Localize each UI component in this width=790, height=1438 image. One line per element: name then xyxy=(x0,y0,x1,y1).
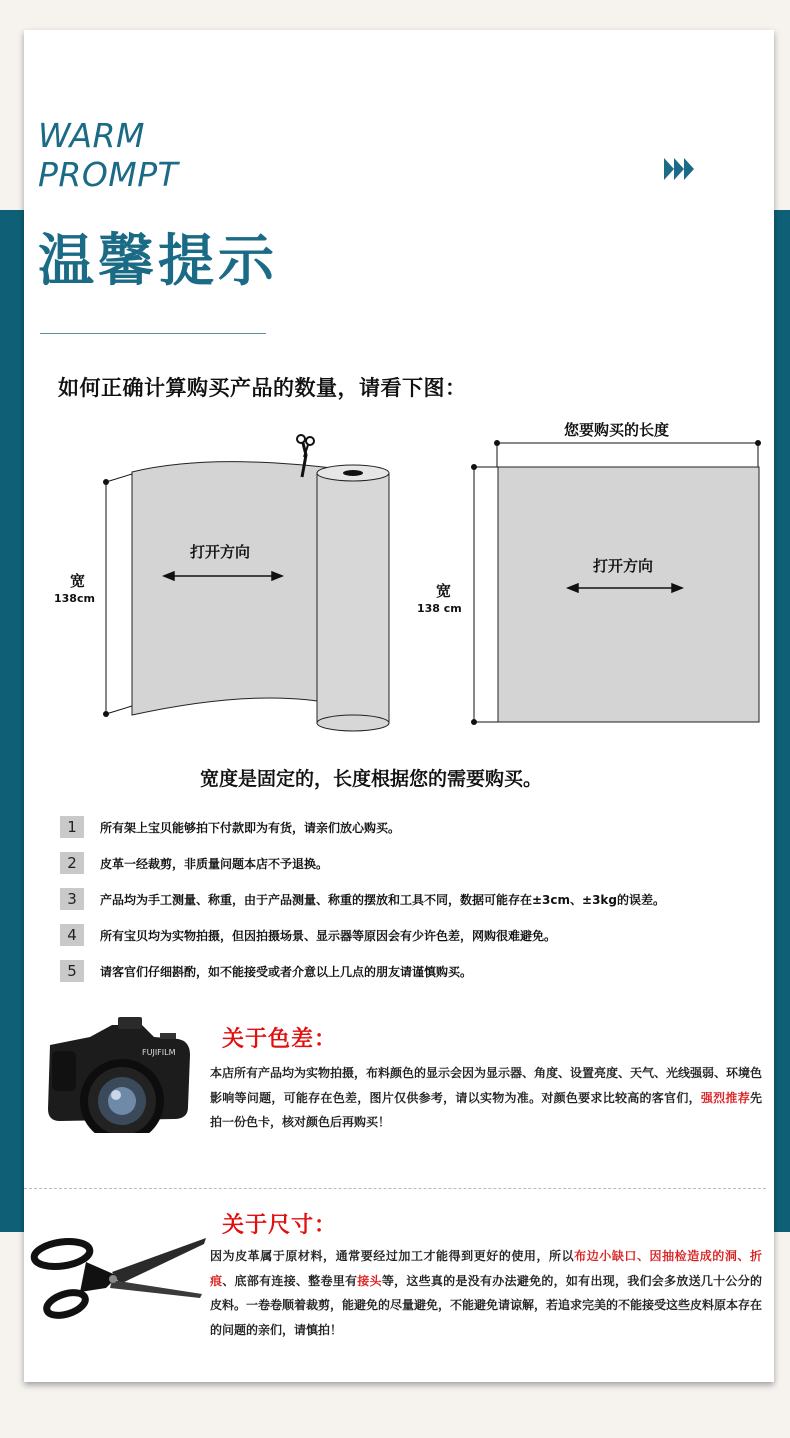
rule-number: 4 xyxy=(60,924,84,946)
measurement-diagram xyxy=(40,421,770,745)
right-width-value: 138 cm xyxy=(417,602,462,615)
rules-list xyxy=(60,816,760,996)
joint-text: 接头 xyxy=(357,1273,382,1288)
rule-text: 所有宝贝均为实物拍摄，但因拍摄场景、显示器等原因会有少许色差，网购很难避免。 xyxy=(100,929,557,943)
rule-number: 1 xyxy=(60,816,84,838)
size-text: 因为皮革属于原材料，通常要经过加工才能得到更好的使用，所以 xyxy=(210,1249,575,1263)
scissors-icon xyxy=(20,1228,210,1324)
color-diff-title: 关于色差： xyxy=(222,1027,338,1052)
list-item xyxy=(60,816,760,852)
color-diff-paragraph xyxy=(210,1061,762,1135)
size-text-mid: 、底部有连接、整卷里有 xyxy=(222,1273,358,1288)
strong-recommend-text: 强烈推荐 xyxy=(700,1090,750,1105)
leather-roll xyxy=(317,465,389,731)
right-width-dimension xyxy=(474,467,498,722)
warm-prompt-heading xyxy=(38,116,178,194)
left-width-value: 138cm xyxy=(54,592,95,605)
rule-number: 5 xyxy=(60,960,84,982)
size-title: 关于尺寸： xyxy=(222,1213,338,1238)
width-fixed-note: 宽度是固定的，长度根据您的需要购买。 xyxy=(200,768,543,790)
prompt-text: PROMPT xyxy=(38,155,179,194)
triple-chevron-right-icon xyxy=(662,156,698,182)
color-diff-text-end: 先拍一份色卡，核对颜色后再购买！ xyxy=(210,1090,762,1129)
diagram-drawing xyxy=(40,425,770,745)
right-direction-label: 打开方向 xyxy=(593,557,654,575)
list-item xyxy=(60,888,760,924)
right-width-label: 宽 xyxy=(436,582,452,600)
color-diff-text: 本店所有产品均为实物拍摄，布料颜色的显示会因为显示器、角度、设置亮度、天气、光线强弱、环境色影响等问题，可能存在色差，图片仅供参考，请以实物为准。对颜色要求比较高的客官们， xyxy=(210,1066,763,1105)
rule-text: 产品均为手工测量、称重，由于产品测量、称重的摆放和工具不同，数据可能存在±3cm、±3kg的误差。 xyxy=(100,893,665,907)
rule-number: 3 xyxy=(60,888,84,910)
how-to-calc-heading: 如何正确计算购买产品的数量，请看下图： xyxy=(58,376,467,400)
camera-brand-text: FUJIFILM xyxy=(142,1048,176,1057)
size-text-end: 等，这些真的是没有办法避免的，如有出现，我们会多放送几十公分的皮料。一卷卷顺着裁剪，能避免的尽量避免，不能避免请谅解，若追求完美的不能接受这些皮料原本存在的问题的亲们，请慎拍！ xyxy=(210,1273,763,1337)
left-width-label: 宽 xyxy=(70,572,86,590)
title-divider xyxy=(40,333,266,334)
camera-icon xyxy=(42,1015,194,1133)
defect-text: 布边小缺口、因抽检造成的洞、折痕 xyxy=(210,1249,762,1288)
left-direction-label: 打开方向 xyxy=(190,543,251,561)
rule-text: 皮革一经裁剪，非质量问题本店不予退换。 xyxy=(100,857,329,871)
list-item xyxy=(60,960,760,996)
section-divider xyxy=(24,1188,766,1189)
flat-leather-sheet xyxy=(498,467,759,722)
length-dimension xyxy=(497,443,758,467)
rule-text: 所有架上宝贝能够拍下付款即为有货，请亲们放心购买。 xyxy=(100,821,401,835)
left-width-dimension xyxy=(106,474,132,714)
rule-text: 请客官们仔细斟酌，如不能接受或者介意以上几点的朋友请谨慎购买。 xyxy=(100,965,473,979)
rule-number: 2 xyxy=(60,852,84,874)
unrolled-leather-sheet xyxy=(132,462,340,715)
purchase-length-label: 您要购买的长度 xyxy=(564,421,670,439)
warm-text: WARM xyxy=(38,116,145,155)
size-paragraph xyxy=(210,1244,762,1342)
list-item xyxy=(60,852,760,888)
list-item xyxy=(60,924,760,960)
page-title: 温馨提示 xyxy=(38,229,278,294)
